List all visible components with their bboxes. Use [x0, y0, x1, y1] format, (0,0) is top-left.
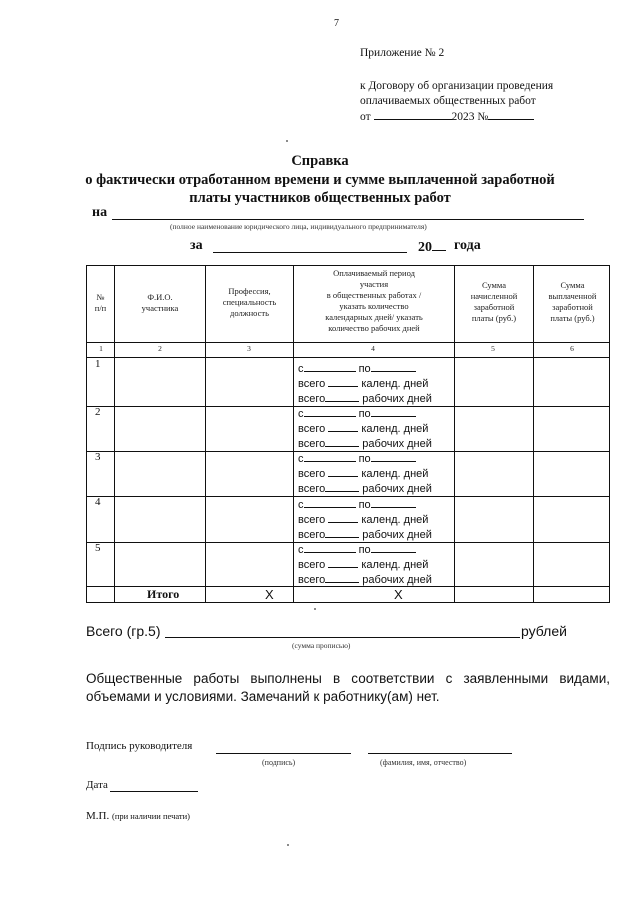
entity-name-field[interactable] [112, 219, 584, 220]
appendix-from: от [360, 111, 371, 123]
signature-caption: (подпись) [262, 758, 296, 767]
period-field[interactable] [213, 252, 407, 253]
header-paid: Сумма выплаченной заработной платы (руб.) [548, 280, 597, 323]
header-profession: Профессия, специальность должность [222, 286, 277, 318]
doc-title: Справка [291, 153, 349, 169]
row-num-4: 4 [95, 496, 101, 508]
doc-subtitle-2: платы участников общественных работ [189, 190, 451, 206]
colnum-6: 6 [570, 344, 574, 353]
row-num-5: 5 [95, 542, 101, 554]
row-4-working[interactable]: всего рабочих дней [298, 529, 432, 541]
signature-field[interactable] [216, 753, 351, 754]
total-col4: X [394, 587, 403, 602]
appendix-label: Приложение № 2 [360, 47, 445, 59]
appendix-year: 2023 № [451, 111, 489, 123]
period-year-text: 20 [418, 240, 432, 255]
header-accrued: Сумма начисленной заработной платы (руб.) [470, 280, 518, 323]
row-2-working[interactable]: всего рабочих дней [298, 438, 432, 450]
sum-label: Всего (гр.5) [86, 623, 161, 639]
row-3-from-to[interactable]: с по [298, 451, 458, 466]
header-period: Оплачиваемый период участия в общественных работах / указать количество календарных дней/ указать количество рабочих дней [325, 268, 423, 333]
row-num-2: 2 [95, 406, 101, 418]
appendix-works: оплачиваемых общественных работ [360, 95, 536, 107]
sum-suffix: рублей [521, 623, 567, 639]
colnum-3: 3 [247, 344, 251, 353]
row-5-calendar[interactable]: всего календ. дней [298, 559, 429, 571]
work-table [86, 265, 610, 603]
colnum-1: 1 [99, 344, 103, 353]
colnum-2: 2 [158, 344, 162, 353]
row-2-from-to[interactable]: с по [298, 406, 458, 421]
date-field[interactable] [110, 791, 198, 792]
total-label: Итого [147, 587, 180, 601]
row-1-calendar[interactable]: всего календ. дней [298, 378, 429, 390]
signature-label: Подпись руководителя [86, 740, 193, 752]
colnum-5: 5 [491, 344, 495, 353]
scan-speck [314, 608, 316, 610]
row-1-from-to[interactable]: с по [298, 361, 458, 376]
period-prefix: за [190, 238, 203, 253]
stamp-label: М.П. [86, 810, 110, 822]
sum-caption: (сумма прописью) [292, 641, 351, 650]
period-suffix: года [454, 238, 481, 253]
row-5-working[interactable]: всего рабочих дней [298, 574, 432, 586]
row-5-from-to[interactable]: с по [298, 542, 458, 557]
row-4-from-to[interactable]: с по [298, 497, 458, 512]
appendix-contract: к Договору об организации проведения [360, 80, 554, 92]
colnum-4: 4 [371, 344, 375, 353]
sum-in-words-field[interactable] [165, 637, 520, 638]
scan-speck [286, 140, 288, 142]
row-num-3: 3 [95, 451, 101, 463]
appendix-date-line [360, 109, 534, 124]
period-year [418, 238, 446, 256]
row-num-1: 1 [95, 358, 101, 370]
row-4-calendar[interactable]: всего календ. дней [298, 514, 429, 526]
date-label: Дата [86, 779, 108, 791]
full-name-field[interactable] [368, 753, 512, 754]
header-num: № п/п [94, 292, 107, 313]
row-3-working[interactable]: всего рабочих дней [298, 483, 432, 495]
header-fio: Ф.И.О. участника [141, 292, 179, 313]
row-3-calendar[interactable]: всего календ. дней [298, 468, 429, 480]
stamp-line [86, 810, 190, 822]
page-number: 7 [334, 18, 339, 29]
doc-subtitle-1: о фактически отработанном времени и сумме выплаченной заработной [85, 172, 555, 188]
row-2-calendar[interactable]: всего календ. дней [298, 423, 429, 435]
full-name-caption: (фамилия, имя, отчество) [380, 758, 467, 767]
row-1-working[interactable]: всего рабочих дней [298, 393, 432, 405]
total-col3: X [265, 587, 274, 602]
entity-caption: (полное наименование юридического лица, индивидуального предпринимателя) [170, 222, 427, 231]
scan-speck [287, 844, 289, 846]
stamp-note: (при наличии печати) [111, 811, 191, 821]
on-label: на [92, 205, 108, 220]
statement-text: Общественные работы выполнены в соответствии с заявленными видами, объемами и условиями. Замечаний к работнику(ам) нет. [86, 671, 610, 704]
